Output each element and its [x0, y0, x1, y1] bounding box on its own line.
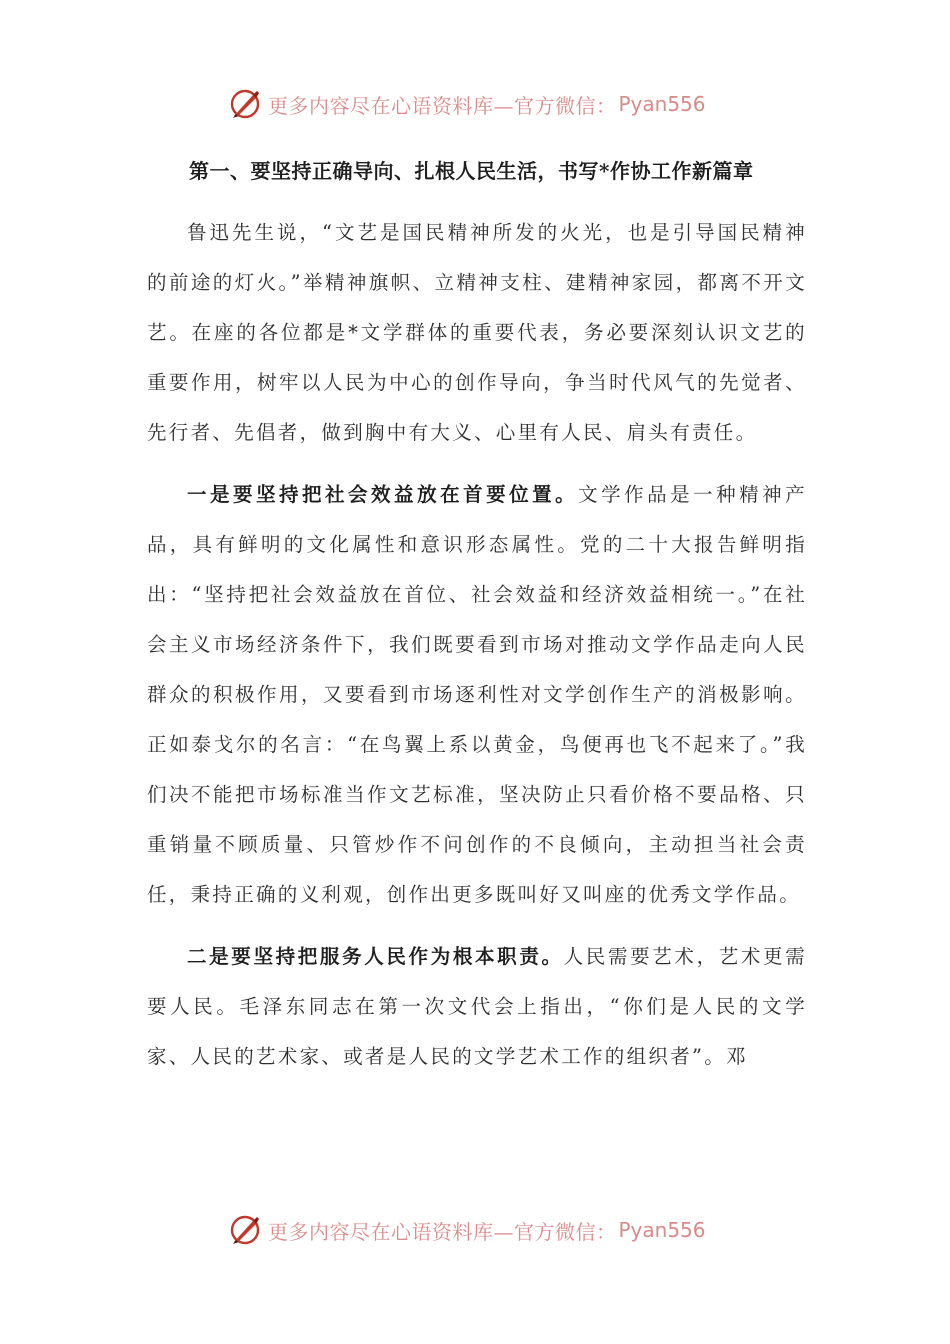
paragraph-text: 文学作品是一种精神产品，具有鲜明的文化属性和意识形态属性。党的二十大报告鲜明指出：“坚持把社会效益放在首位、社会效益和经济效益相统一。”在社会主义市场经济条件下，我们既要看到市场对推动文学作品走向人民群众的积极作用，又要看到市场逐利性对文学创作生产的消极影响。正如泰戈尔的名言：“在鸟翼上系以黄金，鸟便再也飞不起来了。”我们决不能把市场标准当作文艺标准，坚决防止只看价格不要品格、只重销量不顾质量、只管炒作不问创作的不良倾向，主动担当社会责任，秉持正确的义利观，创作出更多既叫好又叫座的优秀文学作品。	[147, 483, 807, 906]
paragraph-lead: 一是要坚持把社会效益放在首要位置。	[187, 483, 579, 506]
document-body	[147, 146, 807, 1082]
pen-logo-icon	[228, 1213, 262, 1247]
paragraph-lead: 二是要坚持把服务人民作为根本职责。	[187, 945, 564, 968]
watermark-wechat-id: Pyan556	[618, 1218, 706, 1242]
footer-watermark	[228, 1210, 706, 1250]
section-heading: 第一、要坚持正确导向、扎根人民生活，书写*作协工作新篇章	[189, 159, 754, 183]
watermark-wechat-id: Pyan556	[618, 92, 706, 116]
watermark-text: 更多内容尽在心语资料库—官方微信：	[268, 1219, 617, 1244]
paragraph-1	[147, 208, 807, 458]
paragraph-2	[147, 470, 807, 920]
pen-logo-icon	[228, 87, 262, 121]
paragraph-text: 人民需要艺术，艺术更需要人民。毛泽东同志在第一次文代会上指出，“你们是人民的文学家、人民的艺术家、或者是人民的文学艺术工作的组织者”。邓	[147, 945, 807, 1068]
paragraph-text: 鲁迅先生说，“文艺是国民精神所发的火光，也是引导国民精神的前途的灯火。”举精神旗帜、立精神支柱、建精神家园，都离不开文艺。在座的各位都是*文学群体的重要代表，务必要深刻认识文艺的重要作用，树牢以人民为中心的创作导向，争当时代风气的先觉者、先行者、先倡者，做到胸中有大义、心里有人民、肩头有责任。	[147, 221, 807, 444]
header-watermark	[228, 84, 706, 124]
paragraph-3	[147, 932, 807, 1082]
watermark-text: 更多内容尽在心语资料库—官方微信：	[268, 93, 617, 118]
